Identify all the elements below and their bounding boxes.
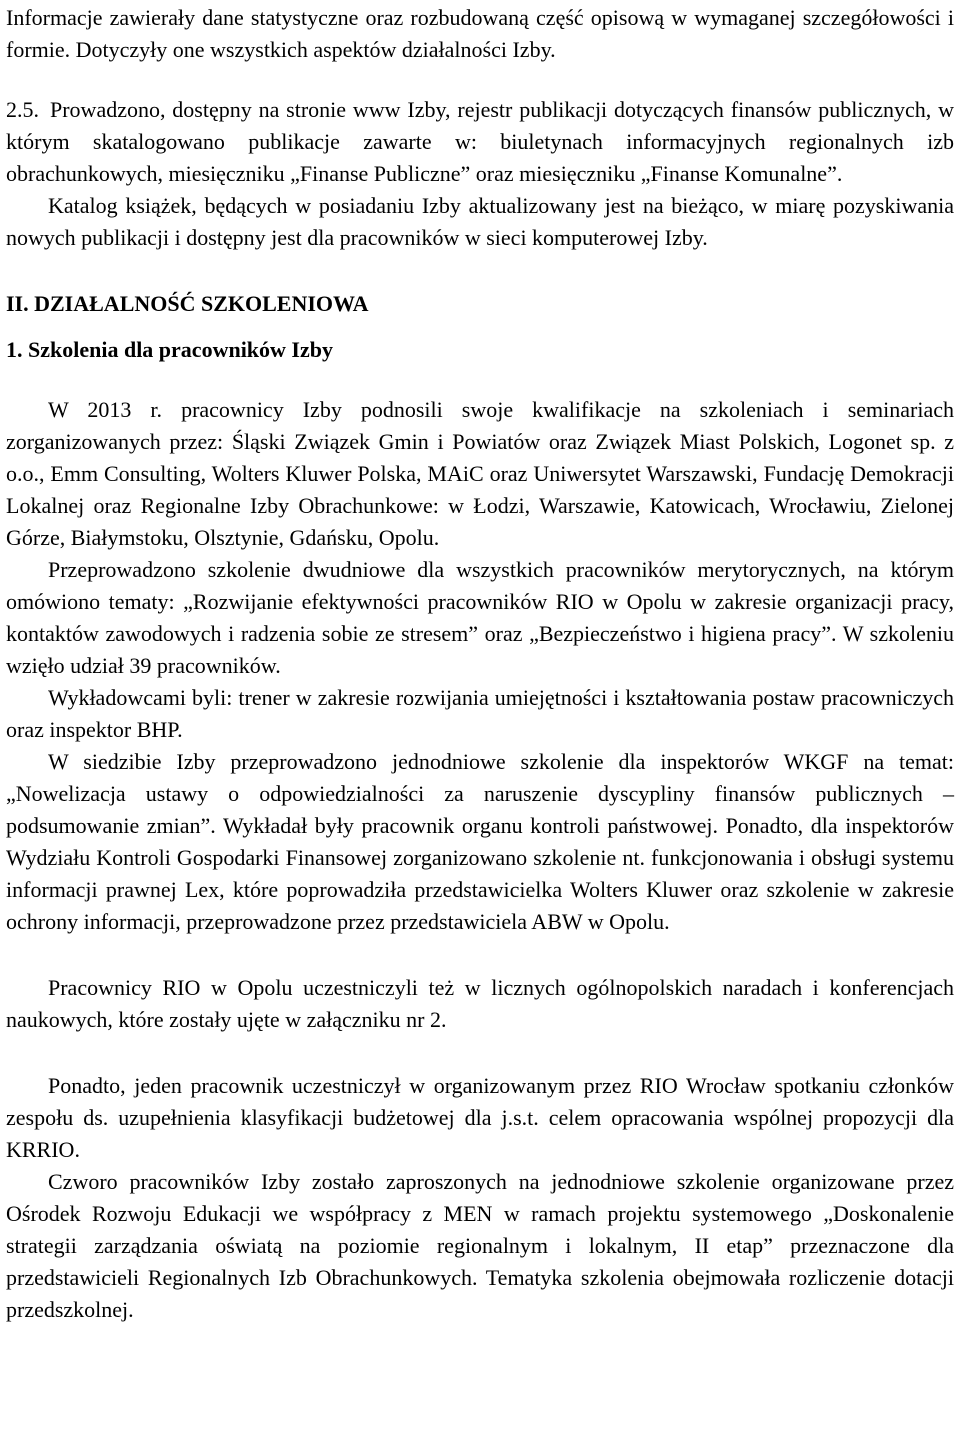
paragraph-number: 2.5. — [6, 97, 39, 122]
paragraph-informacje: Informacje zawierały dane statystyczne oraz rozbudowaną część opisową w wymaganej szczegółowości i formie. Dotyczyły one wszystkich aspektów działalności Izby. — [6, 5, 954, 62]
spacer — [6, 1036, 954, 1070]
spacer — [6, 320, 954, 334]
subsection-heading: 1. Szkolenia dla pracowników Izby — [6, 337, 333, 362]
paragraph-wykladowcy: Wykładowcami byli: trener w zakresie rozwijania umiejętności i kształtowania postaw pracowniczych oraz inspektor BHP. — [6, 685, 954, 742]
spacer — [6, 66, 954, 94]
paragraph-narady: Pracownicy RIO w Opolu uczestniczyli też w licznych ogólnopolskich naradach i konferencjach naukowych, które zostały ujęte w załączniku nr 2. — [6, 975, 954, 1032]
paragraph-rio-wroclaw: Ponadto, jeden pracownik uczestniczył w organizowanym przez RIO Wrocław spotkaniu członków zespołu ds. uzupełnienia klasyfikacji budżetowej dla j.s.t. celem opracowania wspólnej propozycji dla KRRIO. — [6, 1073, 954, 1162]
spacer — [6, 254, 954, 288]
paragraph-2-5-text: Prowadzono, dostępny na stronie www Izby, rejestr publikacji dotyczących finansów publicznych, w którym skatalogowano publikacje zawarte w: biuletynach informacyjnych regionalnych izb obrachunkowych, miesięczniku „Finanse Publiczne” oraz miesięczniku „Finanse Komunalne”. — [6, 97, 954, 186]
paragraph-czworo-pracownikow: Czworo pracowników Izby zostało zaproszonych na jednodniowe szkolenie organizowane przez Ośrodek Rozwoju Edukacji we współpracy z MEN w ramach projektu systemowego „Doskonalenie strategii zarządzania oświatą na poziomie regionalnym i lokalnym, II etap” przeznaczone dla przedstawicieli Regionalnych Izb Obrachunkowych. Tematyka szkolenia obejmowała rozliczenie dotacji przedszkolnej. — [6, 1169, 954, 1322]
paragraph-wkgf: W siedzibie Izby przeprowadzono jednodniowe szkolenie dla inspektorów WKGF na temat: „Nowelizacja ustawy o odpowiedzialności za naruszenie dyscypliny finansów publicznych – podsumowanie zmian”. Wykładał były pracownik organu kontroli państwowej. Ponadto, dla inspektorów Wydziału Kontroli Gospodarki Finansowej zorganizowano szkolenie nt. funkcjonowania i obsługi systemu informacji prawnej Lex, które poprowadziła przedstawicielka Wolters Kluwer oraz szkolenie w zakresie ochrony informacji, przeprowadzone przez przedstawiciela ABW w Opolu. — [6, 749, 954, 934]
section-heading: II. DZIAŁALNOŚĆ SZKOLENIOWA — [6, 291, 369, 316]
spacer — [6, 366, 954, 394]
paragraph-szkolenie-dwudniowe: Przeprowadzono szkolenie dwudniowe dla wszystkich pracowników merytorycznych, na którym omówiono tematy: „Rozwijanie efektywności pracowników RIO w Opolu w zakresie organizacji pracy, kontaktów zawodowych i radzenia sobie ze stresem” oraz „Bezpieczeństwo i higiena pracy”. W szkoleniu wzięło udział 39 pracowników. — [6, 557, 954, 678]
spacer — [6, 938, 954, 972]
paragraph-szkolenia: W 2013 r. pracownicy Izby podnosili swoje kwalifikacje na szkoleniach i seminariach zorganizowanych przez: Śląski Związek Gmin i Powiatów oraz Związek Miast Polskich, Logonet sp. z o.o., Emm Consulting, Wolters Kluwer Polska, MAiC oraz Uniwersytet Warszawski, Fundację Demokracji Lokalnej oraz Regionalne Izby Obrachunkowe: w Łodzi, Warszawie, Katowicach, Wrocławiu, Zielonej Górze, Białymstoku, Olsztynie, Gdańsku, Opolu. — [6, 397, 954, 550]
paragraph-katalog: Katalog książek, będących w posiadaniu Izby aktualizowany jest na bieżąco, w miarę pozyskiwania nowych publikacji i dostępny jest dla pracowników w sieci komputerowej Izby. — [6, 193, 954, 250]
paragraph-2-5 — [6, 94, 954, 190]
